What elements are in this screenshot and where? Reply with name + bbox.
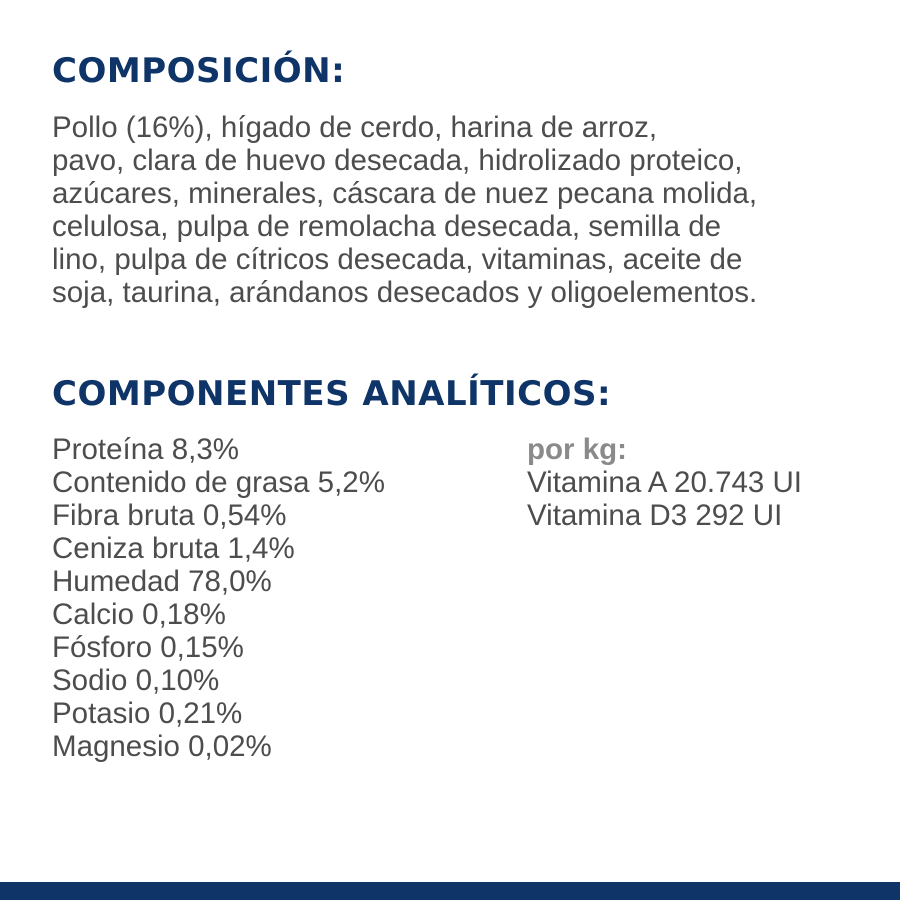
composition-text bbox=[52, 111, 882, 309]
footer-bar bbox=[0, 882, 900, 900]
analytic-item: Ceniza bruta 1,4% bbox=[52, 532, 295, 565]
analytic-item: Proteína 8,3% bbox=[52, 433, 239, 466]
vitamin-item: Vitamina D3 292 UI bbox=[527, 499, 783, 532]
composition-line: soja, taurina, arándanos desecados y oligoelementos. bbox=[52, 276, 758, 309]
composition-line: celulosa, pulpa de remolacha desecada, semilla de bbox=[52, 210, 722, 243]
per-kg-title: por kg: bbox=[527, 433, 627, 466]
per-kg-list bbox=[527, 433, 802, 532]
composition-line: pavo, clara de huevo desecada, hidrolizado proteico, bbox=[52, 144, 743, 177]
analytic-item: Sodio 0,10% bbox=[52, 664, 220, 697]
analytic-item: Fósforo 0,15% bbox=[52, 631, 244, 664]
analytical-components-heading: COMPONENTES ANALÍTICOS: bbox=[52, 374, 612, 414]
analytic-item: Contenido de grasa 5,2% bbox=[52, 466, 385, 499]
composition-line: Pollo (16%), hígado de cerdo, harina de arroz, bbox=[52, 111, 658, 144]
analytic-item: Humedad 78,0% bbox=[52, 565, 272, 598]
vitamin-item: Vitamina A 20.743 UI bbox=[527, 466, 802, 499]
composition-line: azúcares, minerales, cáscara de nuez pecana molida, bbox=[52, 177, 758, 210]
composition-heading: COMPOSICIÓN: bbox=[52, 51, 346, 91]
composition-line: lino, pulpa de cítricos desecada, vitaminas, aceite de bbox=[52, 243, 743, 276]
analytical-components-list bbox=[52, 433, 385, 763]
analytic-item: Fibra bruta 0,54% bbox=[52, 499, 287, 532]
analytic-item: Potasio 0,21% bbox=[52, 697, 243, 730]
analytic-item: Magnesio 0,02% bbox=[52, 730, 272, 763]
analytic-item: Calcio 0,18% bbox=[52, 598, 226, 631]
